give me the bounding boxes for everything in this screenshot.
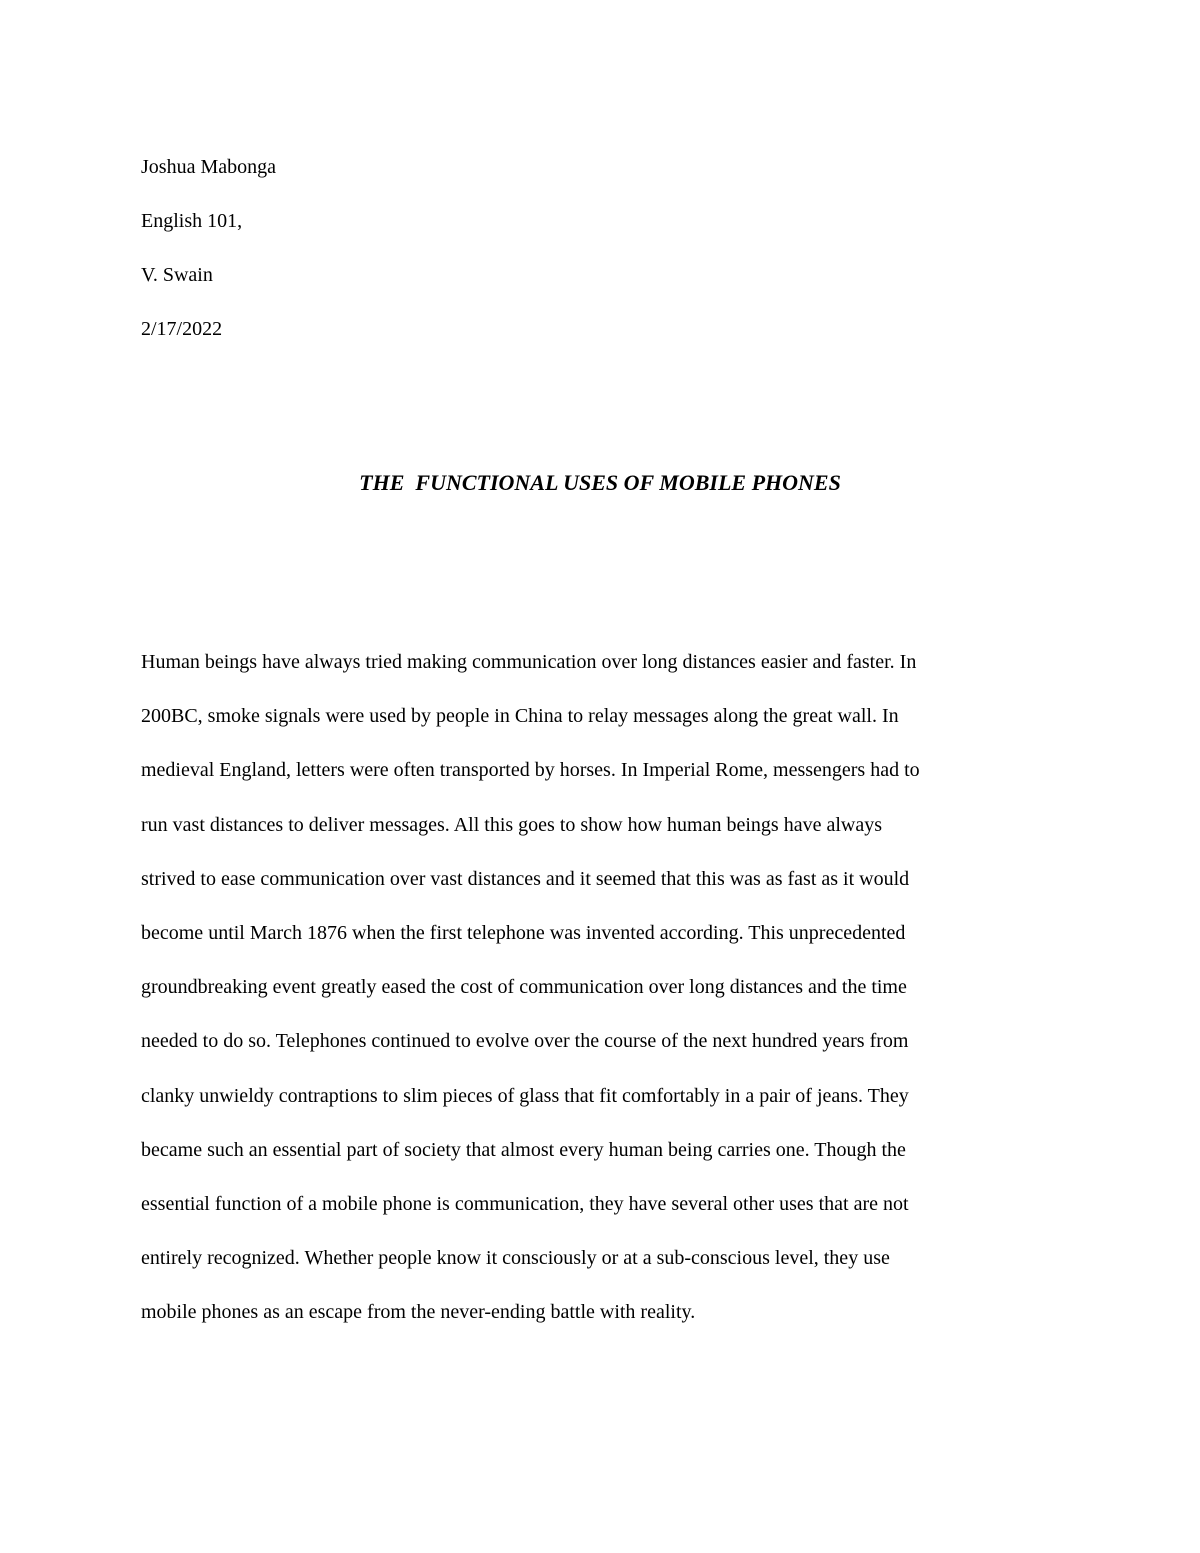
paragraph-line: mobile phones as an escape from the never-ending battle with reality. [141,1301,696,1324]
paragraph-line: medieval England, letters were often transported by horses. In Imperial Rome, messengers had to [141,759,920,782]
paragraph-line: strived to ease communication over vast distances and it seemed that this was as fast as it would [141,867,910,890]
essay-title: THE FUNCTIONAL USES OF MOBILE PHONES [359,470,841,495]
essay-header [141,140,741,356]
essay-date: 2/17/2022 [141,318,223,340]
paragraph-line: Human beings have always tried making communication over long distances easier and faster. In [141,651,917,673]
paragraph-line: run vast distances to deliver messages. All this goes to show how human beings have always [141,813,882,836]
paragraph-line: became such an essential part of society that almost every human being carries one. Though the [141,1138,906,1161]
course-name: English 101, [141,210,243,232]
paragraph-line: 200BC, smoke signals were used by people in China to relay messages along the great wall. In [141,705,899,728]
paragraph-line: groundbreaking event greatly eased the cost of communication over long distances and the time [141,976,907,999]
essay-paragraph [141,635,1081,1339]
paragraph-line: become until March 1876 when the first telephone was invented according. This unprecedented [141,921,906,944]
paragraph-line: clanky unwieldy contraptions to slim pieces of glass that fit comfortably in a pair of jeans. They [141,1084,909,1107]
instructor-name: V. Swain [141,264,213,286]
paragraph-line: entirely recognized. Whether people know it consciously or at a sub-conscious level, they use [141,1247,890,1270]
author-name: Joshua Mabonga [141,156,276,178]
paragraph-line: essential function of a mobile phone is communication, they have several other uses that are not [141,1192,909,1215]
paragraph-line: needed to do so. Telephones continued to evolve over the course of the next hundred years from [141,1030,909,1053]
